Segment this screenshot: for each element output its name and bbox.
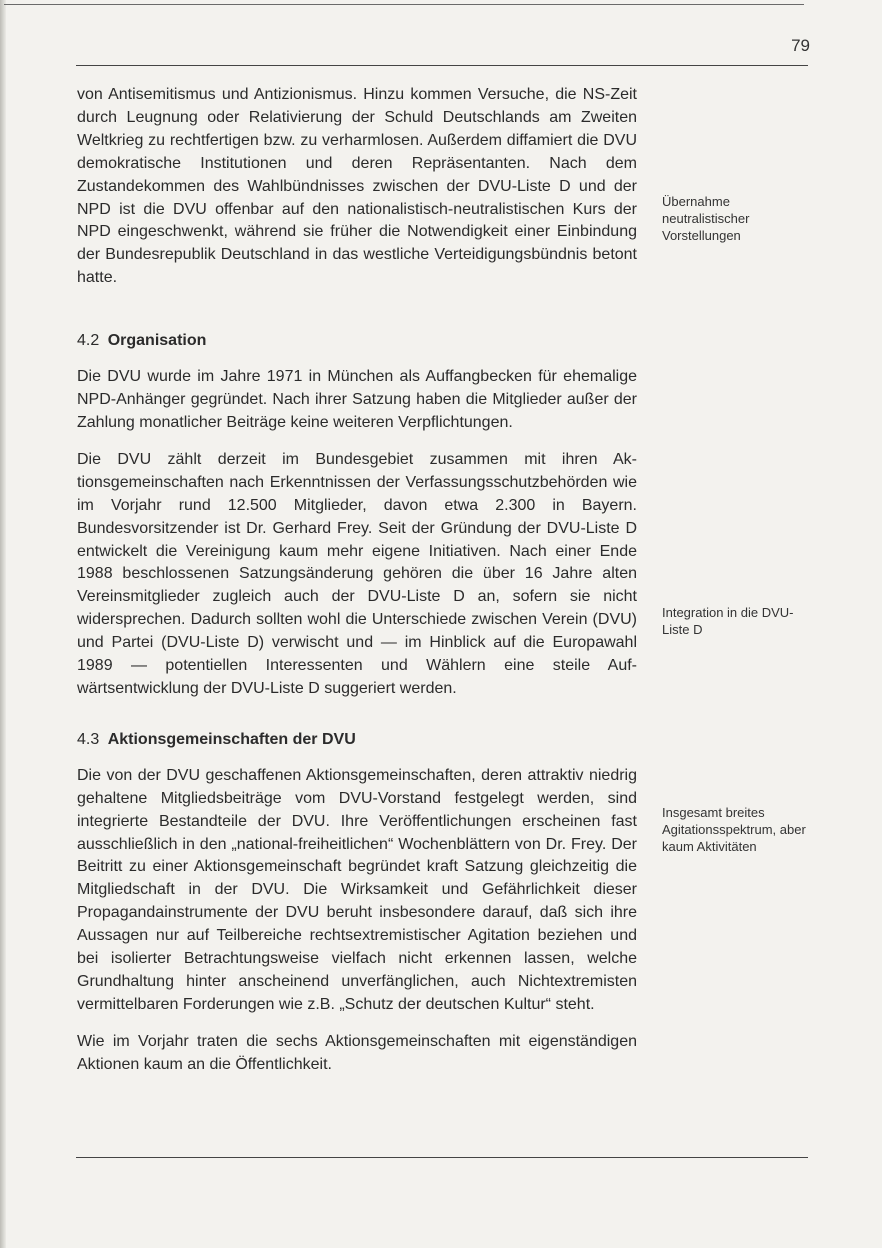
footer-rule (76, 1157, 808, 1158)
section-number: 4.3 (77, 730, 100, 748)
section-heading (77, 330, 637, 352)
section-title: Organisation (107, 332, 207, 350)
paragraph: Die von der DVU geschaffenen Aktionsgemeinschaften, deren attraktiv niedrig gehaltene Mitgliedsbeiträge vom DVU-Vorstand festgelegt werden, sind integrierte Bestandteile der DVU. Ihre Veröffentlichungen erscheinen fast ausschließlich in den „national-freiheitlichen“ Wochenblättern von Dr. Frey. Der Beitritt zu einer Aktionsgemeinschaft begründet kraft Satzung gleichzeitig die Mitgliedschaft in der DVU. Die Wirksamkeit und Gefährlichkeit dieser Propagandainstrumente der DVU beruht insbesondere darauf, daß sich ihre Aussagen nur auf Teilbereiche rechtsextremistischer Agitation beziehen und bei isolierter Betrachtungsweise vielfach nicht erkennen lassen, welche Grundhaltung hinter anscheinend unverfänglichen, auch Nichtextremisten vermittelbaren Forderungen wie z.B. „Schutz der deutschen Kultur“ steht. (77, 766, 637, 1013)
margin-note: Integration in die DVU-Liste D (662, 605, 794, 637)
intro-paragraph: von Antisemitismus und Antizionismus. Hinzu kommen Versuche, die NS-Zeit durch Leugnung oder Relativierung der Schuld Deutschlands am Zweiten Weltkrieg zu rechtfertigen bzw. zu verharmlosen. Außerdem diffamiert die DVU demokratische Institutionen und deren Repräsentanten. Nach dem Zustandekommen des Wahlbündnisses zwischen der DVU-Liste D und der NPD ist die DVU offenbar auf den nationalistisch-neutralistischen Kurs der NPD eingeschwenkt, während sie früher die Notwendigkeit einer Einbindung der Bundesrepublik Deutschland in das westliche Verteidigungsbündnis betont hatte. (77, 86, 637, 287)
paragraph: Wie im Vorjahr traten die sechs Aktionsgemeinschaften mit eigenständigen Aktionen kaum an die Öffentlichkeit. (77, 1032, 637, 1073)
section-number: 4.2 (77, 332, 100, 350)
paragraph: Die DVU wurde im Jahre 1971 in München als Auffangbecken für ehemalige NPD-Anhänger gegründet. Nach ihrer Satzung haben die Mitglieder außer der Zahlung monatlicher Beiträge keine weiteren Verpflichtungen. (77, 368, 637, 431)
main-text-column (77, 84, 637, 1091)
top-border-line (4, 4, 804, 5)
margin-note: Übernahme neutralistischer Vorstellungen (662, 194, 750, 243)
page-number: 79 (791, 36, 810, 55)
section-organisation (77, 330, 637, 701)
section-aktionsgemeinschaften (77, 729, 637, 1077)
margin-note: Insgesamt breites Agitationsspektrum, aber kaum Aktivitäten (662, 805, 806, 854)
header-rule (76, 65, 808, 66)
section-title: Aktionsgemeinschaften der DVU (107, 730, 356, 748)
section-heading (77, 729, 637, 751)
paragraph: Die DVU zählt derzeit im Bundesgebiet zusammen mit ihren Aktionsgemeinschaften nach Erkenntnissen der Verfassungsschutzbehörden wie im Vorjahr rund 12.500 Mitglieder, davon etwa 2.300 in Bayern. Bundesvorsitzender ist Dr. Gerhard Frey. Seit der Gründung der DVU-Liste D entwickelt die Vereinigung kaum mehr eigene Initiativen. Nach einer Ende 1988 beschlossenen Satzungsänderung gehören die über 16 Jahre alten Vereinsmitglieder zugleich auch der DVU-Liste D an, sofern sie nicht widersprechen. Dadurch sollten wohl die Unterschiede zwischen Verein (DVU) und Partei (DVU-Liste D) verwischt und — im Hinblick auf die Europawahl 1989 — potentiellen Interessenten und Wählern eine steile Aufwärtsentwicklung der DVU-Liste D suggeriert werden. (77, 450, 637, 697)
page-edge-shadow (0, 0, 6, 1248)
